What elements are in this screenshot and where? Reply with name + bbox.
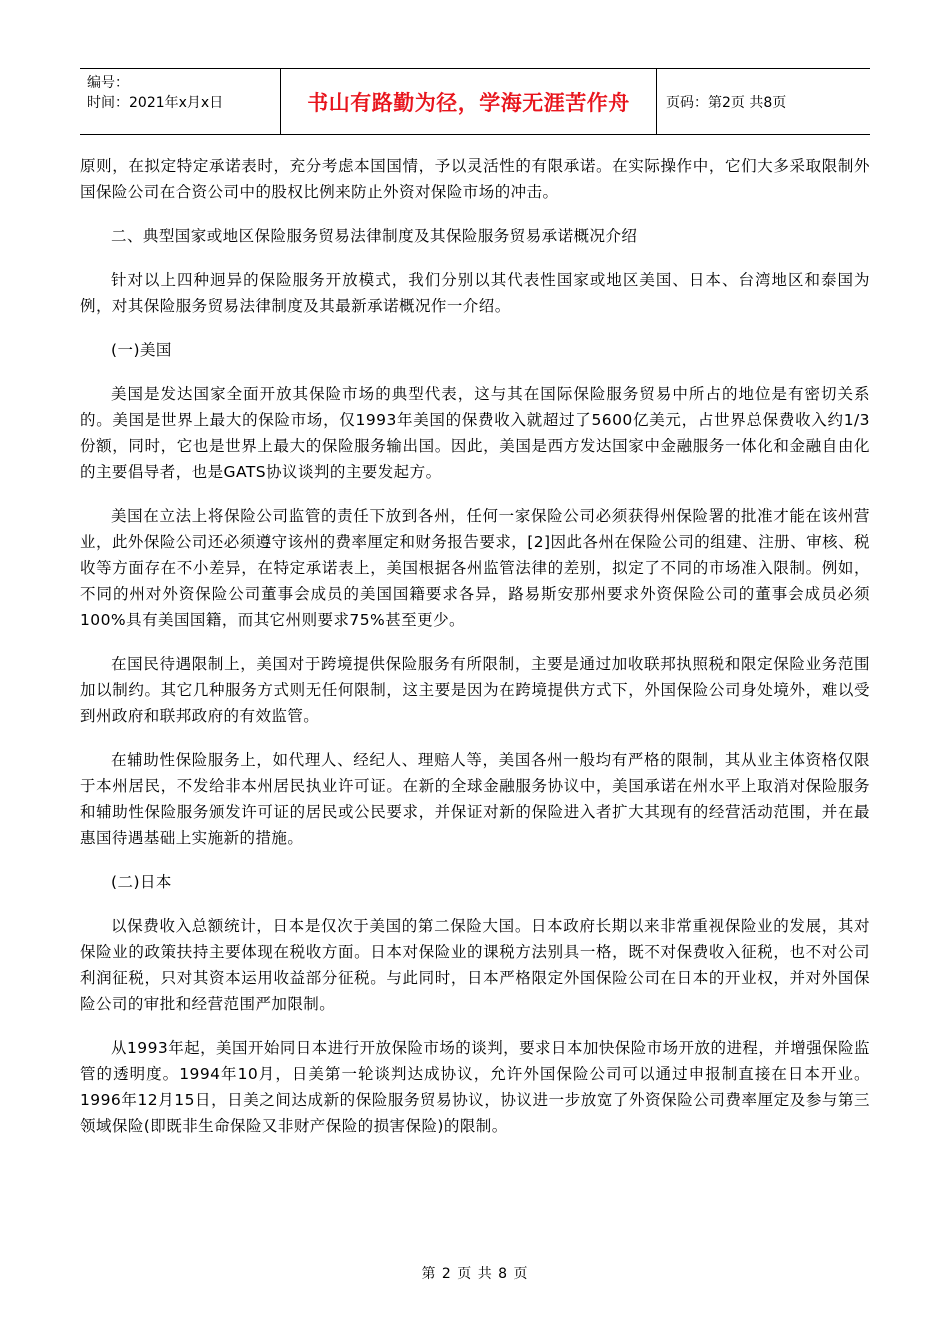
body-paragraph: 在国民待遇限制上，美国对于跨境提供保险服务有所限制，主要是通过加收联邦执照税和限定保险业务范围加以制约。其它几种服务方式则无任何限制，这主要是因为在跨境提供方式下，外国保险公司身处境外，难以受到州政府和联邦政府的有效监管。: [80, 655, 870, 725]
body-paragraph: 原则，在拟定特定承诺表时，充分考虑本国国情，予以灵活性的有限承诺。在实际操作中，它们大多采取限制外国保险公司在合资公司中的股权比例来防止外资对保险市场的冲击。: [80, 157, 870, 201]
header-page-cell: [657, 69, 870, 134]
body-paragraph: 从1993年起，美国开始同日本进行开放保险市场的谈判，要求日本加快保险市场开放的进程，并增强保险监管的透明度。1994年10月，日美第一轮谈判达成协议，允许外国保险公司可以通过申报制直接在日本开业。1996年12月15日，日美之间达成新的保险服务贸易协议，协议进一步放宽了外资保险公司费率厘定及参与第三领域保险(即既非生命保险又非财产保险的损害保险)的限制。: [80, 1039, 870, 1135]
document-time-label: 时间：2021年x月x日: [87, 95, 224, 111]
body-paragraph: 在辅助性保险服务上，如代理人、经纪人、理赔人等，美国各州一般均有严格的限制，其从业主体资格仅限于本州居民，不发给非本州居民执业许可证。在新的全球金融服务协议中，美国承诺在州水平上取消对保险服务和辅助性保险服务颁发许可证的居民或公民要求，并保证对新的保险进入者扩大其现有的经营活动范围，并在最惠国待遇基础上实施新的措施。: [80, 751, 870, 847]
subsection-heading: (二)日本: [111, 873, 172, 891]
header-motto: 书山有路勤为径，学海无涯苦作舟: [307, 90, 630, 115]
header-meta: [80, 69, 281, 134]
header-page-number: 页码：第2页 共8页: [666, 94, 787, 111]
page-header: [80, 68, 870, 135]
document-body: [80, 153, 870, 1157]
body-paragraph: 针对以上四种迥异的保险服务开放模式，我们分别以其代表性国家或地区美国、日本、台湾地区和泰国为例，对其保险服务贸易法律制度及其最新承诺概况作一介绍。: [80, 271, 870, 315]
subsection-heading: (一)美国: [111, 341, 172, 359]
body-paragraph: 美国是发达国家全面开放其保险市场的典型代表，这与其在国际保险服务贸易中所占的地位是有密切关系的。美国是世界上最大的保险市场，仅1993年美国的保费收入就超过了5600亿美元，占世界总保费收入约1/3份额，同时，它也是世界上最大的保险服务输出国。因此，美国是西方发达国家中金融服务一体化和金融自由化的主要倡导者，也是GATS协议谈判的主要发起方。: [80, 385, 870, 481]
body-paragraph: 以保费收入总额统计，日本是仅次于美国的第二保险大国。日本政府长期以来非常重视保险业的发展，其对保险业的政策扶持主要体现在税收方面。日本对保险业的课税方法别具一格，既不对保费收入征税，也不对公司利润征税，只对其资本运用收益部分征税。与此同时，日本严格限定外国保险公司在日本的开业权，并对外国保险公司的审批和经营范围严加限制。: [80, 917, 870, 1013]
section-heading: 二、典型国家或地区保险服务贸易法律制度及其保险服务贸易承诺概况介绍: [111, 227, 638, 245]
body-paragraph: 美国在立法上将保险公司监管的责任下放到各州，任何一家保险公司必须获得州保险署的批准才能在该州营业，此外保险公司还必须遵守该州的费率厘定和财务报告要求，[2]因此各州在保险公司的组建、注册、审核、税收等方面存在不小差异，在特定承诺表上，美国根据各州监管法律的差别，拟定了不同的市场准入限制。例如，不同的州对外资保险公司董事会成员的美国国籍要求各异，路易斯安那州要求外资保险公司的董事会成员必须100%具有美国国籍，而其它州则要求75%甚至更少。: [80, 507, 870, 629]
document-number-label: 编号：: [87, 75, 129, 91]
header-motto-cell: [281, 69, 657, 134]
page-footer: 第 2 页 共 8 页: [421, 1266, 529, 1282]
